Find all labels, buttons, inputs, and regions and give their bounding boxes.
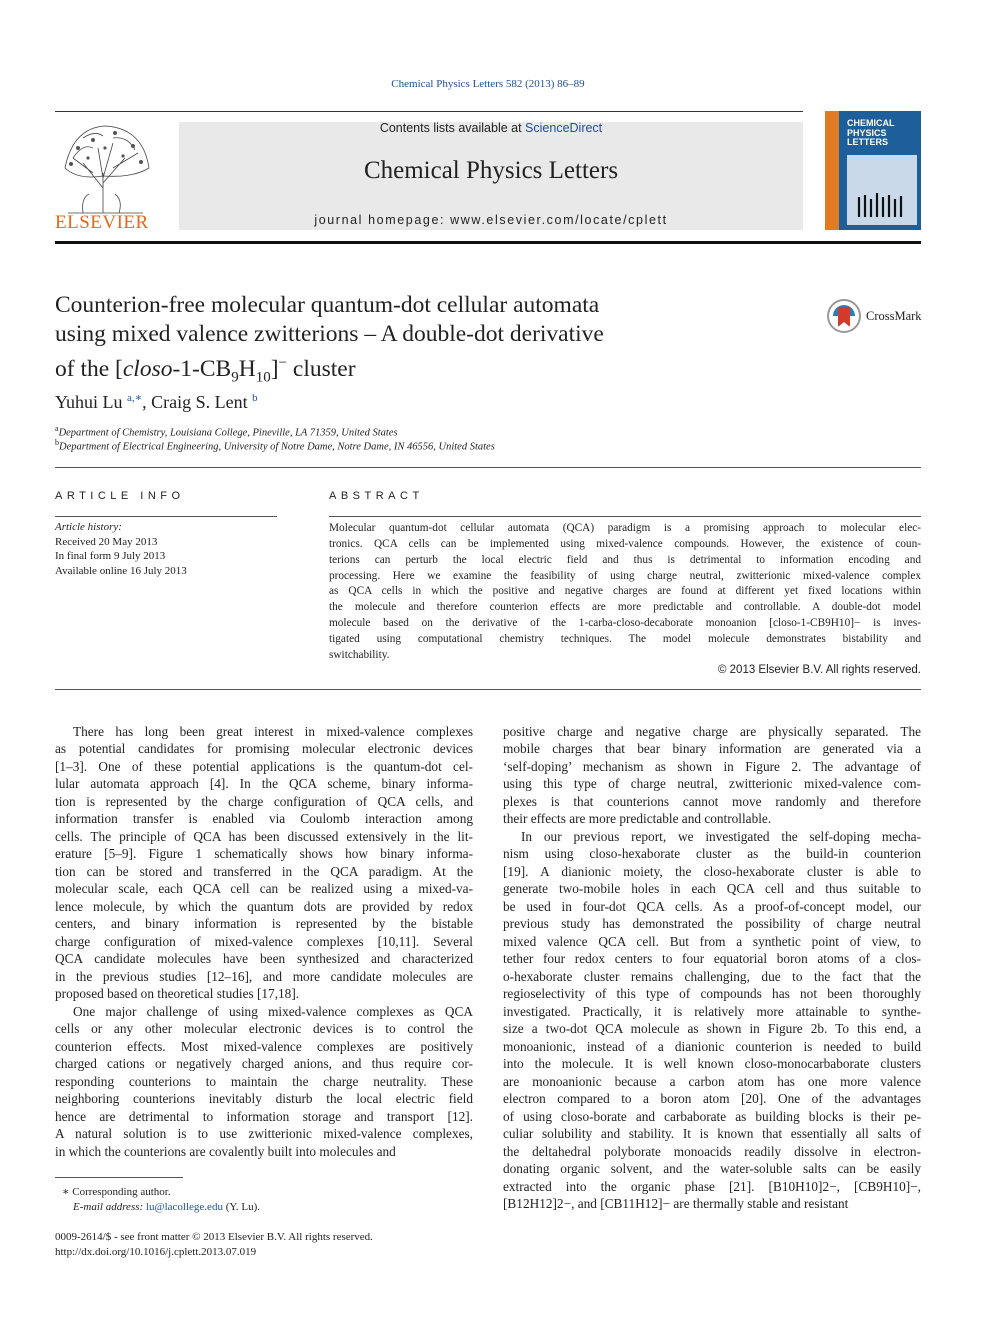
journal-title: Chemical Physics Letters (363, 157, 619, 184)
text-line: lular automata approach [4]. In the QCA scheme, binary informa- (55, 776, 473, 792)
text-line: positive charge and negative charge are physically separated. The (503, 724, 921, 739)
text-line: [B12H12]2−, and [CB11H12]− are thermally stable and resistant (503, 1196, 849, 1212)
body-left-column (55, 723, 473, 1160)
text-line: cells. The principle of QCA has been discussed extensively in the lit- (55, 828, 473, 844)
text-line: Molecular quantum-dot cellular automata (QCA) paradigm is a promising approach to molecular elec- (329, 522, 921, 534)
text-line: of using closo-borate and carbaborate as building blocks is their pe- (503, 1108, 921, 1124)
text-line: tether four redox centers to four equatorial boron atoms of a clos- (503, 951, 921, 967)
issn-line: 0009-2614/$ - see front matter © 2013 Elsevier B.V. All rights reserved. (55, 1231, 373, 1243)
text-line: plexes is that counterions cannot move randomly and therefore (503, 793, 921, 809)
article-info-rule (55, 516, 277, 517)
text-line: generate two-mobile holes in each QCA cell and thus suitable to (503, 881, 921, 897)
author-separator: , (142, 392, 152, 412)
received-date: Received 20 May 2013 (55, 535, 158, 548)
title-line (55, 349, 715, 393)
title-line: using mixed valence zwitterions – A double-dot derivative (55, 321, 604, 347)
header-thick-rule (55, 241, 921, 244)
abstract-heading: ABSTRACT (329, 490, 424, 502)
text-line: A natural solution is to use zwitterionic mixed-valence complexes, (55, 1126, 473, 1142)
affiliation-text: Department of Electrical Engineering, University of Notre Dame, Notre Dame, IN 46556, United States (59, 441, 495, 453)
crossmark-label: CrossMark (866, 309, 922, 323)
title-text: closo (122, 355, 173, 382)
text-line: [1–3]. One of these potential applications is the quantum-dot cel- (55, 758, 473, 774)
text-line: size a two-dot QCA molecule as shown in Figure 2b. To this end, a (503, 1021, 921, 1037)
text-line: electron compared to a boron atom [20]. One of the advantages (503, 1091, 921, 1107)
email-note (73, 1200, 260, 1215)
cover-title (847, 119, 895, 148)
article-history (55, 520, 187, 578)
text-line: the deltahedral polyborate monoacids readily dissolve in electron- (503, 1143, 921, 1159)
affiliation-b (55, 438, 495, 453)
title-text: -1-CB (172, 355, 232, 382)
text-line: be used in four-dot QCA cells. As a proof-of-concept model, our (503, 898, 921, 914)
title-subscript: 9 (231, 369, 239, 386)
text-line: into the molecule. It is well known closo-monocarbaborate clusters (503, 1056, 921, 1072)
article-title (55, 291, 715, 393)
abstract-rule (329, 516, 921, 517)
text-line: using this type of charge neutral, zwitterionic mixed-valence com- (503, 776, 921, 792)
author-name: Craig S. Lent (151, 392, 248, 412)
title-superscript: − (278, 355, 288, 371)
elsevier-wordmark: ELSEVIER (55, 212, 149, 233)
text-line: donating organic solvent, and the water-soluble salts can be easily (503, 1161, 921, 1177)
title-subscript: 10 (255, 369, 271, 386)
affiliation-a (55, 424, 398, 439)
email-suffix: (Y. Lu). (222, 1201, 261, 1213)
cover-title-line: CHEMICAL (847, 118, 895, 128)
text-line: molecular scale, each QCA cell can be realized using a mixed-va- (55, 881, 473, 897)
author-affiliation-mark[interactable]: a,∗ (127, 392, 143, 404)
abstract-body (329, 521, 921, 664)
email-label: E-mail address: (73, 1201, 146, 1213)
text-line: mixed valence QCA cell. But from a synthetic point of view, to (503, 933, 921, 949)
history-label: Article history: (55, 521, 122, 533)
online-date: Available online 16 July 2013 (55, 564, 187, 577)
text-line: One major challenge of using mixed-valence complexes as QCA (73, 1003, 473, 1019)
text-line: as potential candidates for promising molecular electronic devices (55, 741, 473, 757)
title-text: ] (270, 355, 279, 382)
cover-title-line: LETTERS (847, 137, 889, 147)
corresponding-note: ∗ Corresponding author. (62, 1186, 171, 1198)
text-line: charged cations or negatively charged anions, and thus require cor- (55, 1056, 473, 1072)
text-line: processing. Here we examine the feasibility of using charge neutral, zwitterionic mixed-valence complex (329, 569, 921, 582)
contents-prefix: Contents lists available at (379, 121, 526, 135)
author-name: Yuhui Lu (55, 392, 123, 412)
text-line: o-hexaborate cluster remains challenging, due to the fact that the (503, 968, 921, 984)
text-line: responding counterions to maintain the charge neutrality. These (55, 1073, 473, 1089)
text-line: their effects are more predictable and controllable. (503, 811, 772, 827)
sciencedirect-link[interactable]: ScienceDirect (525, 121, 603, 135)
text-line: the molecule and therefore counterion effects are more predictable and controllable. A double-dot model (329, 601, 921, 614)
crossmark-badge[interactable] (826, 298, 926, 334)
text-line: regioselectivity of this type of compounds has not been thoroughly (503, 986, 921, 1002)
text-line: molecule based on the derivative of the 1-carba-closo-decaborate monoanion [closo-1-CB9H10]− is inves- (329, 617, 921, 630)
text-line: as QCA cells in which the positive and negative charges are found at different yet fixed locations within (329, 585, 921, 598)
text-line: tion is represented by the charge configuration of QCA cells, and (55, 793, 473, 809)
text-line: hence are detrimental to information storage and transport [12]. (55, 1108, 473, 1124)
contents-line (179, 121, 803, 135)
cover-stripe (825, 111, 839, 230)
affiliation-mark: a (55, 424, 59, 433)
text-line: investigated. Practically, it is relatively more attainable to synthe- (503, 1003, 921, 1019)
text-line: information transfer is enabled via Coulomb interaction among (55, 811, 473, 827)
title-text: of the [ (55, 355, 123, 382)
cover-title-line: PHYSICS (847, 127, 887, 138)
elsevier-logo (53, 118, 157, 236)
text-line: ‘self-doping’ mechanism as shown in Figure 2. The advantage of (503, 758, 921, 774)
abstract-bottom-rule (55, 689, 921, 690)
affiliation-mark: b (55, 438, 59, 447)
text-line: There has long been great interest in mixed-valence complexes (73, 724, 473, 739)
footnote-rule (55, 1177, 183, 1178)
title-line: Counterion-free molecular quantum-dot cellular automata (55, 292, 600, 318)
final-form-date: In final form 9 July 2013 (55, 550, 166, 563)
body-right-column (503, 723, 921, 1213)
text-line: previous study has demonstrated the possibility of charge neutral (503, 916, 921, 932)
cover-graphic-icon (847, 155, 917, 225)
text-line: in which the counterions are covalently built into molecules and (55, 1143, 396, 1159)
text-line: centers, and binary information is represented by the bistable (55, 916, 473, 932)
journal-cover[interactable] (825, 111, 921, 230)
abstract-copyright: © 2013 Elsevier B.V. All rights reserved. (717, 664, 921, 676)
text-line: erature [5–9]. Figure 1 schematically shows how binary informa- (55, 846, 473, 862)
text-line: switchability. (329, 648, 390, 661)
text-line: monoanionic, instead of a dianionic counterion is needed to build (503, 1038, 921, 1054)
text-line: tronics. QCA cells can be implemented using mixed-valence compounds. However, the existence of coun- (329, 537, 921, 550)
text-line: cells or any other molecular electronic devices is to control the (55, 1021, 473, 1037)
affiliation-text: Department of Chemistry, Louisiana College, Pineville, LA 71359, United States (58, 427, 398, 439)
title-text: H (238, 355, 256, 382)
text-line: In our previous report, we investigated the self-doping mecha- (521, 828, 921, 844)
crossmark-icon (826, 298, 862, 334)
text-line: tion can be stored and transferred in the QCA paradigm. At the (55, 863, 473, 879)
text-line: lence molecule, by which the quantum dots are provided by redox (55, 898, 473, 914)
author-affiliation-mark[interactable]: b (252, 392, 258, 404)
affiliation-rule (55, 467, 921, 468)
text-line: culiar solubility and stability. It is known that essentially all salts of (503, 1126, 921, 1142)
title-text: cluster (287, 355, 356, 382)
cover-image (847, 155, 917, 225)
text-line: nism using closo-hexaborate cluster as the build-in counterion (503, 846, 921, 862)
author-list (55, 391, 258, 413)
text-line: mobile charges that bear binary information are generated via a (503, 741, 921, 757)
journal-reference[interactable]: Chemical Physics Letters 582 (2013) 86–89 (391, 78, 585, 90)
text-line: [19]. A dianionic moiety, the closo-hexaborate cluster is able to (503, 863, 921, 879)
email-link[interactable]: lu@lacollege.edu (145, 1201, 223, 1213)
text-line: extracted into the organic phase [21]. [B10H10]2−, [CB9H10]−, (503, 1178, 921, 1194)
text-line: QCA candidate molecules have been synthesized and characterized (55, 951, 473, 967)
text-line: are monoanionic because a carbon atom has one more valence (503, 1073, 921, 1089)
text-line: charge configuration of mixed-valence complexes [10,11]. Several (55, 933, 473, 949)
text-line: tigated using computational chemistry techniques. The model molecule demonstrates bistability and (329, 632, 921, 645)
text-line: neighboring counterions inevitably disturb the local electric field (55, 1091, 473, 1107)
text-line: terions can perturb the local electric field and thus is detrimental to information encoding and (329, 553, 921, 566)
text-line: counterion effects. Most mixed-valence complexes are positively (55, 1038, 473, 1054)
doi-link[interactable]: http://dx.doi.org/10.1016/j.cplett.2013.07.019 (55, 1246, 257, 1258)
journal-homepage[interactable]: journal homepage: www.elsevier.com/locate/cplett (314, 213, 668, 227)
text-line: in the previous studies [12–16], and more candidate molecules are (55, 968, 473, 984)
header-rule (55, 111, 803, 112)
article-info-heading: ARTICLE INFO (55, 490, 185, 502)
text-line: proposed based on theoretical studies [17,18]. (55, 986, 300, 1002)
